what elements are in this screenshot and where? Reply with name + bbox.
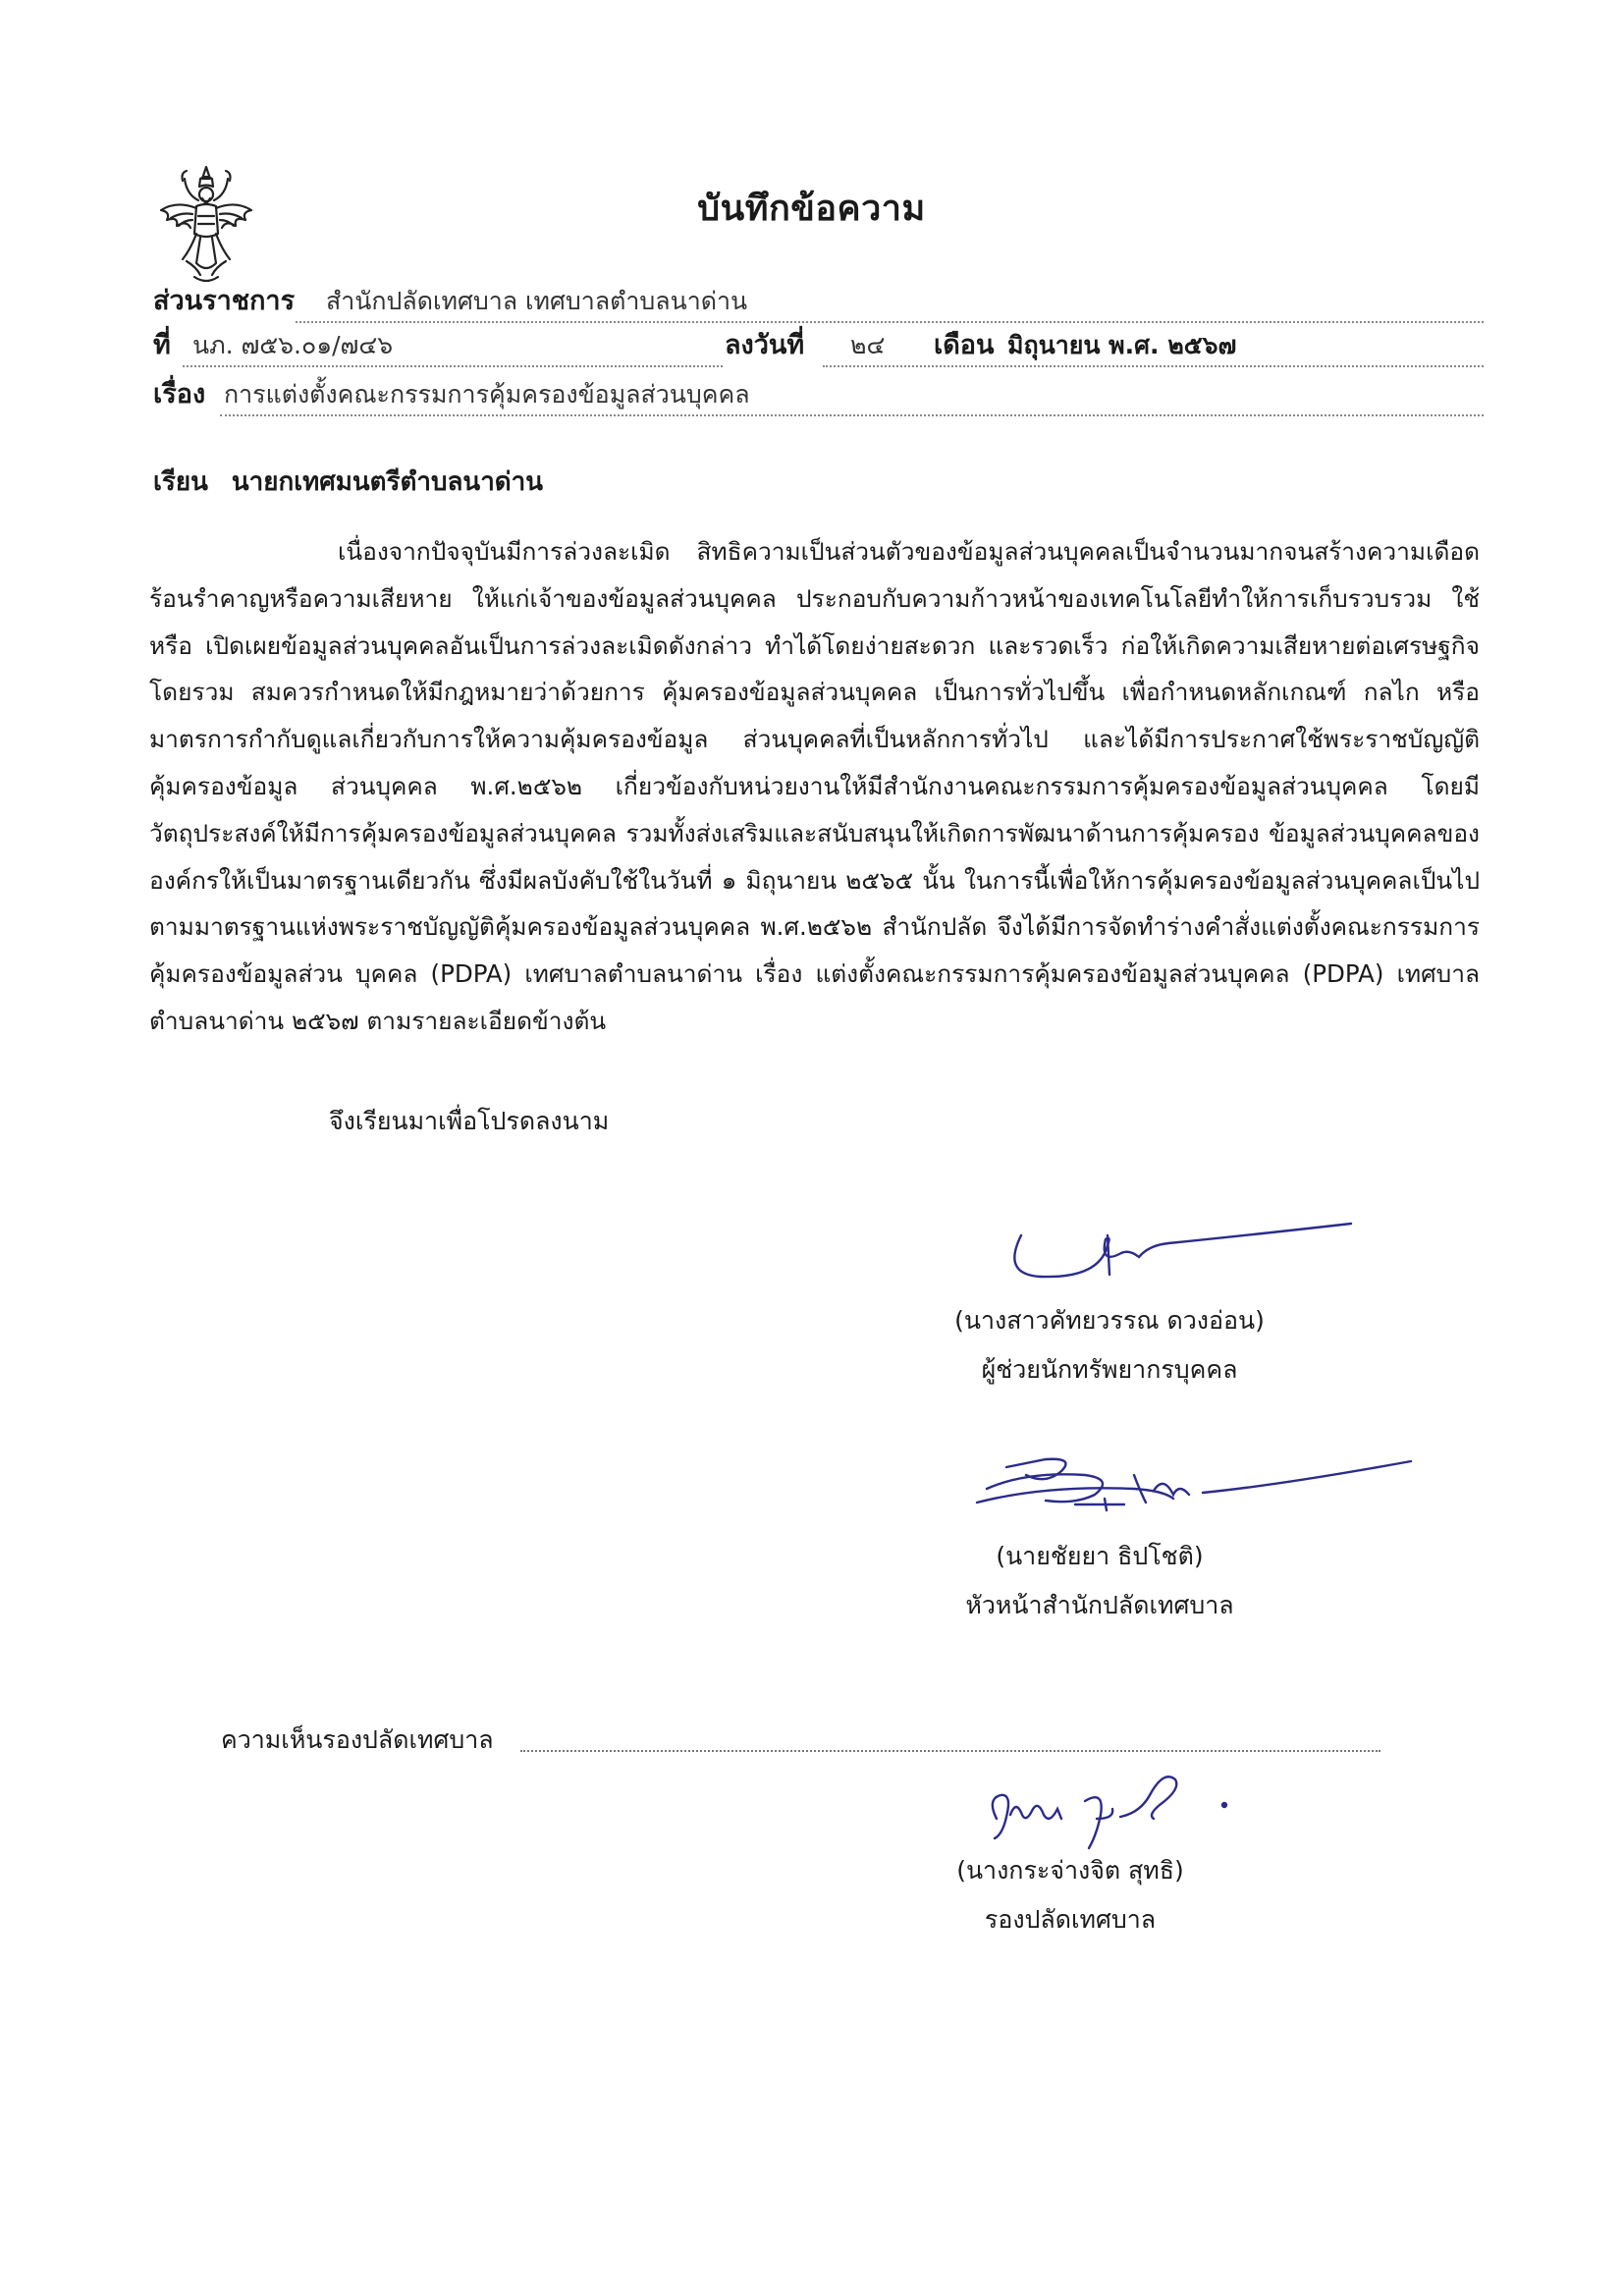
month-label: เดือน <box>934 330 995 360</box>
salutation-recipient: นายกเทศมนตรีตำบลนาด่าน <box>231 467 544 497</box>
subject-value: การแต่งตั้งคณะกรรมการคุ้มครองข้อมูลส่วนบุคคล <box>224 380 750 409</box>
agency-value: สำนักปลัดเทศบาล เทศบาลตำบลนาด่าน <box>326 287 748 315</box>
date-day: ๒๔ <box>850 331 886 359</box>
closing-line: จึงเรียนมาเพื่อโปรดลงนาม <box>329 1107 610 1135</box>
ref-dotted-line <box>183 365 723 367</box>
salutation-label: เรียน <box>153 467 208 497</box>
reference-row <box>153 330 1484 373</box>
subject-row <box>153 379 1484 422</box>
signer-2-position: หัวหน้าสำนักปลัดเทศบาล <box>965 1591 1234 1619</box>
agency-dotted-line <box>296 321 1484 323</box>
agency-label: ส่วนราชการ <box>153 286 296 316</box>
document-title: บันทึกข้อความ <box>697 189 926 229</box>
signer-1-name: (นางสาวคัทยวรรณ ดวงอ่อน) <box>954 1306 1265 1335</box>
salutation <box>153 462 543 502</box>
signer-3-name: (นางกระจ่างจิต สุทธิ) <box>956 1856 1184 1885</box>
ref-value: นภ. ๗๕๖.๐๑/๗๔๖ <box>192 331 394 359</box>
signer-1-position: ผู้ช่วยนักทรัพยากรบุคคล <box>981 1355 1238 1384</box>
signature-block-3 <box>844 1846 1296 1944</box>
deputy-opinion-label: ความเห็นรองปลัดเทศบาล <box>221 1725 494 1754</box>
subject-label: เรื่อง <box>153 379 206 410</box>
signature-1-scribble <box>992 1206 1365 1294</box>
date-label: ลงวันที่ <box>725 330 805 360</box>
signer-2-name: (นายชัยยา ธิปโชติ) <box>996 1542 1204 1570</box>
signature-3-scribble <box>967 1760 1281 1858</box>
subject-dotted-line <box>220 414 1484 416</box>
deputy-opinion-dotted-line <box>520 1750 1380 1752</box>
signature-2-scribble <box>967 1446 1419 1524</box>
body-paragraph: เนื่องจากปัจจุบันมีการล่วงละเมิด สิทธิความเป็นส่วนตัวของข้อมูลส่วนบุคคลเป็นจำนวนมากจนสร้างความเดือดร้อนรำคาญหรือความเสียหาย ให้แก่เจ้าของข้อมูลส่วนบุคคล ประกอบกับความก้าวหน้าของเทคโนโลยีทำให้การเก็บรวบรวม ใช้ หรือ เปิดเผยข้อมูลส่วนบุคคลอันเป็นการล่วงละเมิดดังกล่าว ทำได้โดยง่ายสะดวก และรวดเร็ว ก่อให้เกิดความเสียหายต่อเศรษฐกิจโดยรวม สมควรกำหนดให้มีกฎหมายว่าด้วยการ คุ้มครองข้อมูลส่วนบุคคล เป็นการทั่วไปขึ้น เพื่อกำหนดหลักเกณฑ์ กลไก หรือมาตรการกำกับดูแลเกี่ยวกับการให้ความคุ้มครองข้อมูล ส่วนบุคคลที่เป็นหลักการทั่วไป และได้มีการประกาศใช้พระราชบัญญัติคุ้มครองข้อมูล ส่วนบุคคล พ.ศ.๒๕๖๒ เกี่ยวข้องกับหน่วยงานให้มีสำนักงานคณะกรรมการคุ้มครองข้อมูลส่วนบุคคล โดยมีวัตถุประสงค์ให้มีการคุ้มครองข้อมูลส่วนบุคคล รวมทั้งส่งเสริมและสนับสนุนให้เกิดการพัฒนาด้านการคุ้มครอง ข้อมูลส่วนบุคคลขององค์กรให้เป็นมาตรฐานเดียวกัน ซึ่งมีผลบังคับใช้ในวันที่ ๑ มิถุนายน ๒๕๖๕ นั้น ในการนี้เพื่อให้การคุ้มครองข้อมูลส่วนบุคคลเป็นไปตามมาตรฐานแห่งพระราชบัญญัติคุ้มครองข้อมูลส่วนบุคคล พ.ศ.๒๕๖๒ สำนักปลัด จึงได้มีการจัดทำร่างคำสั่งแต่งตั้งคณะกรรมการคุ้มครองข้อมูลส่วน บุคคล (PDPA) เทศบาลตำบลนาด่าน เรื่อง แต่งตั้งคณะกรรมการคุ้มครองข้อมูลส่วนบุคคล (PDPA) เทศบาลตำบลนาด่าน ๒๕๖๗ ตามรายละเอียดข้างต้น <box>149 537 1480 1035</box>
signature-block-1 <box>864 1296 1355 1394</box>
date-month-year: มิถุนายน พ.ศ. ๒๕๖๗ <box>1007 331 1237 359</box>
signature-block-2 <box>874 1532 1325 1630</box>
ref-label: ที่ <box>153 330 171 360</box>
agency-row <box>153 286 1484 329</box>
date-dotted-line <box>823 365 1484 367</box>
signer-3-position: รองปลัดเทศบาล <box>984 1905 1157 1934</box>
